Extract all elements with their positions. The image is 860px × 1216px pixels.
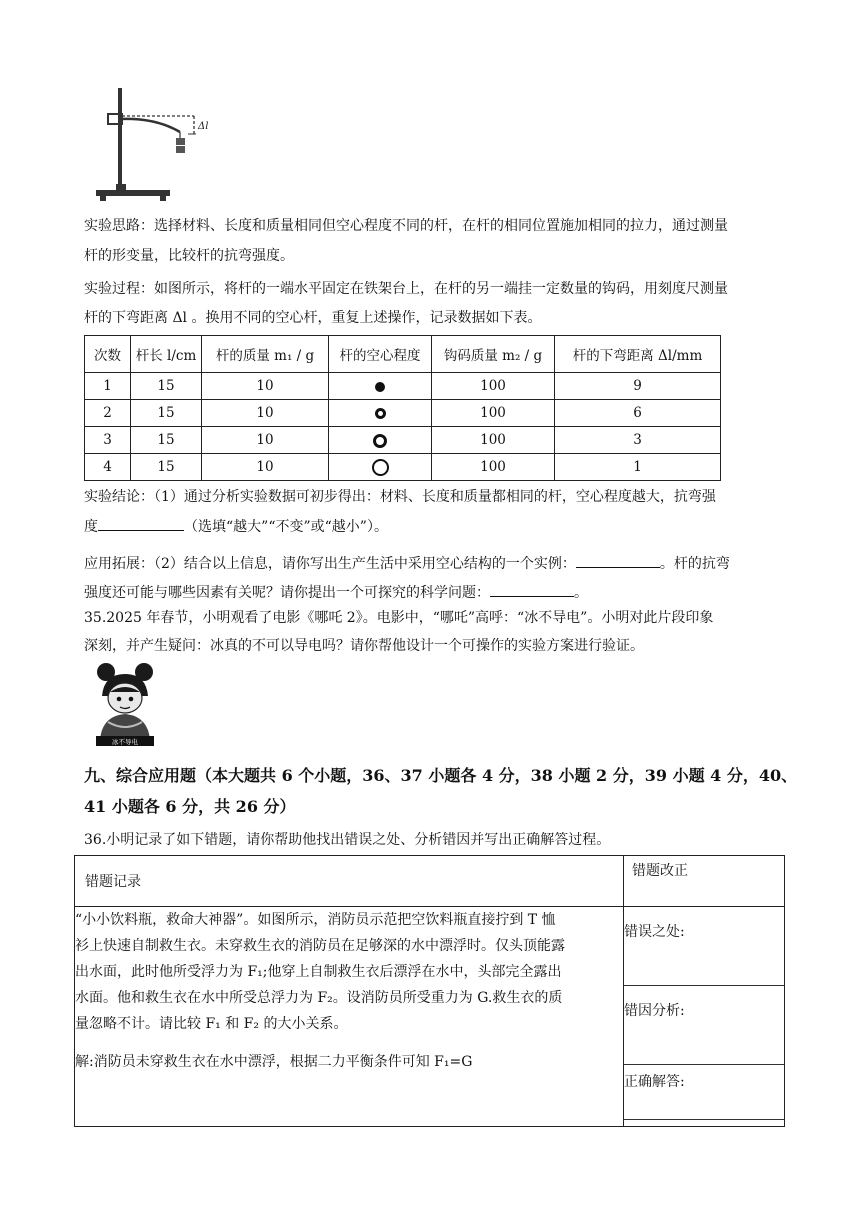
- cell-count: 4: [85, 454, 131, 481]
- cell-weight: 100: [432, 427, 555, 454]
- problem-line: 量忽略不计。请比较 F₁ 和 F₂ 的大小关系。: [75, 1016, 348, 1032]
- experiment-idea-line-2: 杆的形变量，比较杆的抗弯强度。: [84, 248, 294, 264]
- example-answer-blank[interactable]: [576, 553, 660, 568]
- error-correction-header: 错题改正: [624, 856, 785, 907]
- cell-bend: 1: [555, 454, 721, 481]
- hollowness-large-ring-icon: [372, 459, 389, 476]
- table-row: [85, 373, 721, 400]
- cell-weight: 100: [432, 400, 555, 427]
- extension-text: 应用拓展：（2）结合以上信息，请你写出生产生活中采用空心结构的一个实例：: [84, 556, 576, 572]
- experiment-process-line-2: 杆的下弯距离 Δl 。换用不同的空心杆，重复上述操作，记录数据如下表。: [84, 310, 542, 326]
- extension-text: 。: [574, 585, 588, 601]
- table-row: [85, 454, 721, 481]
- problem-line: 水面。他和救生衣在水中所受总浮力为 F₂。设消防员所受重力为 G.救生衣的质: [75, 990, 563, 1006]
- cell-length: 15: [131, 400, 202, 427]
- section-nine-heading-line-1: 九、综合应用题（本大题共 6 个小题，36、37 小题各 4 分，38 小题 2 分，39 小题 4 分，40、: [84, 766, 798, 785]
- conclusion-answer-blank[interactable]: [98, 516, 184, 531]
- experiment-data-table: [84, 335, 721, 481]
- cell-count: 2: [85, 400, 131, 427]
- cell-mass: 10: [202, 400, 329, 427]
- cell-length: 15: [131, 454, 202, 481]
- question-answer-blank[interactable]: [490, 582, 574, 597]
- extension-line-2: [84, 582, 784, 603]
- extension-text: 强度还可能与哪些因素有关呢？请你提出一个可探究的科学问题：: [84, 585, 490, 601]
- header-rod-length: 杆长 l/cm: [131, 336, 202, 373]
- hollowness-solid-icon: [375, 382, 385, 392]
- error-record-header: 错题记录: [75, 856, 624, 907]
- cell-hollowness: [329, 373, 432, 400]
- conclusion-line-1: 实验结论：（1）通过分析实验数据可初步得出：材料、长度和质量都相同的杆，空心程度越大，抗弯强: [84, 489, 716, 505]
- solution-line: 解:消防员未穿救生衣在水中漂浮，根据二力平衡条件可知 F₁=G: [75, 1054, 473, 1070]
- header-count: 次数: [85, 336, 131, 373]
- error-record-body: [75, 907, 624, 1127]
- q35-line-2: 深刻，并产生疑问：冰真的不可以导电吗？请你帮他设计一个可操作的实验方案进行验证。: [84, 638, 644, 654]
- cell-hollowness: [329, 400, 432, 427]
- cell-bend: 9: [555, 373, 721, 400]
- error-location-input[interactable]: [624, 967, 784, 986]
- hollowness-medium-ring-icon: [373, 434, 387, 448]
- iron-stand-figure: [96, 86, 236, 206]
- problem-line: 衫上快速自制救生衣。未穿救生衣的消防员在足够深的水中漂浮时。仅头顶能露: [75, 938, 565, 954]
- delta-l-label: Δl: [198, 121, 209, 132]
- experiment-idea-line-1: 实验思路：选择材料、长度和质量相同但空心程度不同的杆，在杆的相同位置施加相同的拉力，通过测量: [84, 218, 728, 234]
- error-correction-body: [624, 907, 785, 1127]
- q36-intro: 36.小明记录了如下错题，请你帮助他找出错误之处、分析错因并写出正确解答过程。: [84, 832, 611, 848]
- conclusion-text: （选填“越大”“不变”或“越小”）。: [184, 519, 388, 535]
- problem-line: 出水面，此时他所受浮力为 F₁;他穿上自制救生衣后漂浮在水中，头部完全露出: [75, 964, 562, 980]
- conclusion-line-2: [84, 516, 784, 537]
- hollowness-small-ring-icon: [375, 408, 386, 419]
- correct-answer-input[interactable]: [624, 1101, 784, 1120]
- error-correction-table: [74, 855, 785, 1127]
- nezha-cartoon-image: [90, 662, 160, 747]
- cell-bend: 6: [555, 400, 721, 427]
- cell-weight: 100: [432, 373, 555, 400]
- cell-hollowness: [329, 454, 432, 481]
- conclusion-text: 度: [84, 519, 98, 535]
- experiment-process-line-1: 实验过程：如图所示，将杆的一端水平固定在铁架台上，在杆的另一端挂一定数量的钩码，用刻度尺测量: [84, 281, 728, 297]
- cell-mass: 10: [202, 427, 329, 454]
- correct-answer-label: 正确解答:: [624, 1074, 685, 1090]
- section-nine-heading-line-2: 41 小题各 6 分，共 26 分）: [84, 797, 296, 816]
- cell-count: 3: [85, 427, 131, 454]
- cell-hollowness: [329, 427, 432, 454]
- header-rod-mass: 杆的质量 m₁ / g: [202, 336, 329, 373]
- header-weight-mass: 钩码质量 m₂ / g: [432, 336, 555, 373]
- cell-count: 1: [85, 373, 131, 400]
- cell-bend: 3: [555, 427, 721, 454]
- error-cause-label: 错因分析:: [624, 1003, 685, 1019]
- error-cause-input[interactable]: [624, 1046, 784, 1065]
- problem-line: “小小饮料瓶，救命大神器”。如图所示，消防员示范把空饮料瓶直接拧到 T 恤: [75, 912, 556, 928]
- extension-line-1: [84, 553, 784, 574]
- header-hollowness: 杆的空心程度: [329, 336, 432, 373]
- table-header-row: [85, 336, 721, 373]
- cell-weight: 100: [432, 454, 555, 481]
- header-bend-distance: 杆的下弯距离 Δl/mm: [555, 336, 721, 373]
- nezha-caption: 冰不导电: [112, 738, 138, 746]
- error-location-label: 错误之处:: [624, 924, 685, 940]
- cell-mass: 10: [202, 373, 329, 400]
- q35-line-1: 35.2025 年春节，小明观看了电影《哪吒 2》。电影中，“哪吒”高呼：“冰不导电”。小明对此片段印象: [84, 610, 714, 626]
- cell-mass: 10: [202, 454, 329, 481]
- extension-text: 。杆的抗弯: [659, 556, 730, 572]
- table-row: [85, 427, 721, 454]
- table-row: [85, 400, 721, 427]
- cell-length: 15: [131, 373, 202, 400]
- cell-length: 15: [131, 427, 202, 454]
